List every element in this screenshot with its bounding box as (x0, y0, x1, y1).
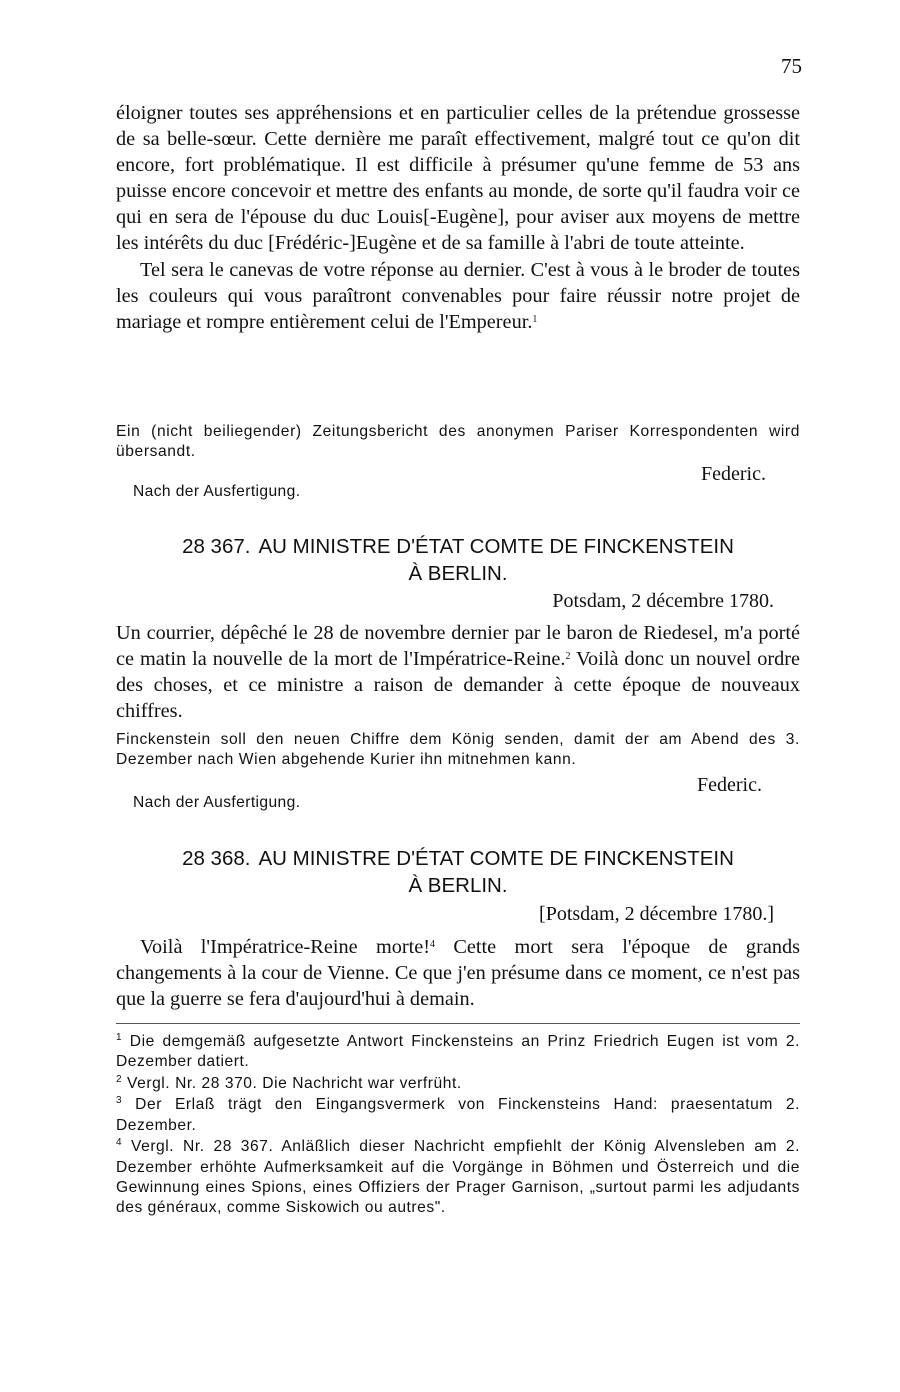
dateline: [Potsdam, 2 décembre 1780.] (539, 903, 774, 925)
letter-heading (116, 533, 800, 587)
note-text: Finckenstein soll den neuen Chiffre dem König senden, damit der am Abend des 3. Dezember nach Wien abgehende Kurier ihn mitnehmen kann. (116, 731, 800, 768)
footnote-text: Vergl. Nr. 28 367. Anläßlich dieser Nachricht empfiehlt der König Alvensleben am 2. Dezember erhöhte Aufmerksamkeit auf die Vorgänge in Böhmen und Österreich und die Gewinnung eines Spions, eines Offiziers der Prager Garnison, „surtout parmi les adjudants des généraux, comme Siskowich ou autres". (116, 1138, 800, 1217)
footnote (116, 1074, 800, 1094)
signature: Federic. (701, 463, 766, 485)
letter-place: À BERLIN. (408, 874, 508, 897)
footnote (116, 1032, 800, 1073)
paragraph-text: Voilà donc un nouvel ordre des choses, et ce ministre a raison de demander à cette époque de nouveaux chiffres. (116, 648, 801, 723)
footnote-text: Die demgemäß aufgesetzte Antwort Finckensteins an Prinz Friedrich Eugen ist vom 2. Dezember datiert. (116, 1033, 800, 1071)
footnote-ref: 1 (532, 313, 538, 325)
footnotes (116, 1032, 800, 1220)
paragraph (116, 934, 800, 1012)
paragraph: éloigner toutes ses appréhensions et en particulier celles de la prétendue grossesse de sa belle-sœur. Cette dernière me paraît effectivement, malgré tout ce qu'on dit encore, fort problématique. Il est difficile à présumer qu'une femme de 53 ans puisse encore concevoir et mettre des enfants au monde, de sorte qu'il faudra voir ce qui en sera de l'épouse du duc Louis[-Eugène], pour aviser aux moyens de mettre les intérêts du duc [Frédéric-]Eugène et de sa famille à l'abri de toute atteinte. (116, 102, 800, 255)
letter-place: À BERLIN. (408, 562, 508, 585)
footnote-divider (116, 1023, 800, 1024)
dateline: Potsdam, 2 décembre 1780. (552, 590, 774, 612)
letter-body (116, 934, 800, 1012)
footnote (116, 1095, 800, 1136)
source-note: Nach der Ausfertigung. (133, 794, 301, 811)
footnote-mark: 3 (116, 1095, 123, 1107)
footnote-text: Der Erlaß trägt den Eingangsvermerk von Finckensteins Hand: praesentatum 2. Dezember. (116, 1096, 800, 1134)
letter-recipient: AU MINISTRE D'ÉTAT COMTE DE FINCKENSTEIN (258, 847, 734, 870)
source-note: Nach der Ausfertigung. (133, 483, 301, 500)
note-text: Ein (nicht beiliegender) Zeitungsbericht des anonymen Pariser Korrespondenten wird übersandt. (116, 423, 800, 460)
editorial-note (116, 422, 800, 462)
footnote (116, 1137, 800, 1218)
signature: Federic. (697, 774, 762, 796)
footnote-mark: 4 (116, 1137, 123, 1149)
paragraph-text: Tel sera le canevas de votre réponse au dernier. C'est à vous à le broder de toutes les couleurs qui vous paraîtront convenables pour faire réussir notre projet de mariage et rompre entièrement celui de l'Empereur. (116, 258, 800, 333)
footnote-mark: 1 (116, 1032, 123, 1043)
paragraph-text: Cette mort sera l'époque de grands changements à la cour de Vienne. Ce que j'en présume dans ce moment, ce n'est pas que la guerre se fera d'aujourd'hui à demain. (116, 936, 800, 1011)
letter-number: 28 368. (182, 847, 251, 870)
paragraph (116, 257, 800, 335)
letter-body (116, 620, 800, 724)
paragraph-text: Un courrier, dépêché le 28 de novembre dernier par le baron de Riedesel, m'a porté ce matin la nouvelle de la mort de l'Impératrice-Reine. (116, 622, 800, 671)
editorial-note (116, 730, 800, 770)
continued-letter (116, 100, 800, 335)
letter-heading (116, 845, 800, 899)
page-number: 75 (781, 54, 802, 78)
paragraph-text: Voilà l'Impératrice-Reine morte! (140, 936, 431, 958)
footnote-text: Vergl. Nr. 28 370. Die Nachricht war verfrüht. (127, 1074, 462, 1092)
letter-number: 28 367. (182, 535, 251, 558)
footnote-ref: 4 (430, 939, 436, 950)
paragraph (116, 620, 800, 724)
footnote-mark: 2 (116, 1073, 123, 1085)
letter-recipient: AU MINISTRE D'ÉTAT COMTE DE FINCKENSTEIN (258, 535, 734, 558)
footnote-ref: 2 (565, 651, 571, 663)
